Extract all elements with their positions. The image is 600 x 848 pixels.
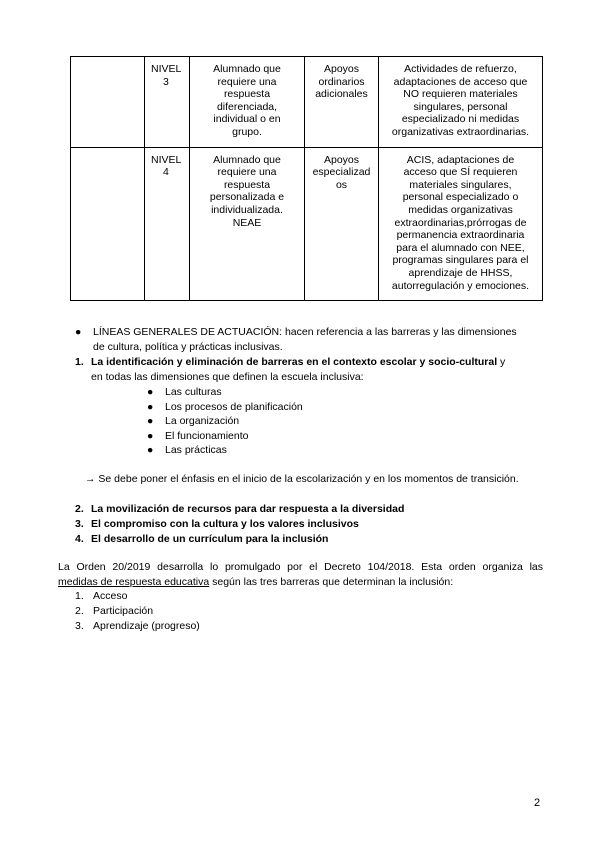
cell-line: 4 xyxy=(163,166,169,179)
cell-line: Apoyos xyxy=(323,153,360,166)
cell-line: permanencia extraordinaria xyxy=(396,229,525,242)
list-item-label: Aprendizaje (progreso) xyxy=(93,620,200,632)
cell-line: NO requieren materiales xyxy=(403,88,518,101)
numbered-item xyxy=(75,355,545,370)
bullet-icon: ● xyxy=(147,400,154,413)
item-number: 2. xyxy=(75,503,84,515)
list-item-label: Los procesos de planificación xyxy=(165,400,303,413)
list-item-label: Las prácticas xyxy=(165,444,227,457)
cell-line: Alumnado que xyxy=(213,153,281,166)
cell-line: NIVEL xyxy=(151,63,182,75)
cell-line: especializado ni medidas xyxy=(401,113,520,126)
students-cell xyxy=(190,57,305,148)
level-cell xyxy=(145,147,190,301)
list-item xyxy=(75,604,200,619)
item-title: El compromiso con la cultura y los valores inclusivos xyxy=(91,518,359,530)
cell-line: adicionales xyxy=(315,88,368,101)
list-item xyxy=(75,619,200,634)
bullet-icon: ● xyxy=(147,415,154,428)
actuacion-section xyxy=(75,325,545,458)
cell-line: individualizada. xyxy=(211,203,283,216)
barriers-list xyxy=(75,589,200,634)
list-item xyxy=(75,589,200,604)
cell-line: requiere una xyxy=(217,75,277,88)
cell-line: programas singulares para el xyxy=(392,254,529,267)
cell-line: Apoyos xyxy=(323,63,360,75)
cell-line: materiales singulares, xyxy=(409,178,512,191)
numbered-item xyxy=(75,502,404,517)
numbered-item xyxy=(75,517,404,532)
list-item-label: Las culturas xyxy=(165,386,222,398)
cell-line: 3 xyxy=(163,75,169,88)
empty-cell xyxy=(71,57,145,148)
list-item-label: La organización xyxy=(165,415,240,428)
cell-line: ACIS, adaptaciones de xyxy=(406,153,515,166)
item-title: La identificación y eliminación de barreras en el contexto escolar y socio-cultural xyxy=(91,356,498,368)
underlined-term: medidas de respuesta educativa xyxy=(58,576,210,588)
cell-line: Actividades de refuerzo, xyxy=(404,63,517,75)
cell-line: acceso que SÍ requieren xyxy=(403,166,518,179)
table-row xyxy=(71,57,543,148)
cell-line: para el alumnado con NEE, xyxy=(396,241,525,254)
bullet-icon: ● xyxy=(75,326,82,338)
paragraph-line xyxy=(58,575,543,590)
cell-line: autorregulación y emociones. xyxy=(391,279,530,292)
students-cell xyxy=(190,147,305,301)
cell-line: requiere una xyxy=(217,166,277,179)
cell-line: ordinarios xyxy=(318,75,365,88)
cell-line: medidas organizativas xyxy=(408,203,513,216)
cell-line: extraordinarias,prórrogas de xyxy=(394,216,527,229)
cell-line: Alumnado que xyxy=(213,63,281,75)
cell-line: os xyxy=(335,178,348,191)
paragraph-line: La Orden 20/2019 desarrolla lo promulgado por el Decreto 104/2018. Esta orden organiza las xyxy=(58,561,543,573)
bullet-icon: ● xyxy=(147,444,154,457)
lineas-line: LÍNEAS GENERALES DE ACTUACIÓN: hacen referencia a las barreras y las dimensiones xyxy=(93,326,517,338)
lineas-bullet-item xyxy=(75,325,545,340)
levels-table xyxy=(70,56,543,301)
item-line: en todas las dimensiones que definen la escuela inclusiva: xyxy=(91,371,364,383)
item-number: 2. xyxy=(75,605,84,617)
cell-line: personal especializado o xyxy=(402,191,519,204)
list-item xyxy=(147,414,545,429)
list-item-label: Acceso xyxy=(93,590,128,602)
list-item-label: Participación xyxy=(93,605,154,617)
cell-line: especializad xyxy=(312,166,371,179)
measures-cell xyxy=(379,57,543,148)
cell-line: respuesta xyxy=(223,178,271,191)
list-item xyxy=(147,400,545,415)
cell-line: NEAE xyxy=(232,216,262,229)
lineas-line: de cultura, política y prácticas inclusivas. xyxy=(93,341,283,353)
measures-cell xyxy=(379,147,543,301)
numbered-list-continued xyxy=(75,502,404,547)
arrow-note: → Se debe poner el énfasis en el inicio de la escolarización y en los momentos de transición. xyxy=(85,473,519,485)
item-number: 1. xyxy=(75,590,84,602)
cell-line: personalizada e xyxy=(209,191,285,204)
list-item xyxy=(147,443,545,458)
paragraph-tail: según las tres barreras que determinan la inclusión: xyxy=(209,576,454,588)
cell-line: diferenciada, xyxy=(216,100,278,113)
dimensions-list xyxy=(147,385,545,458)
level-cell xyxy=(145,57,190,148)
cell-line: adaptaciones de acceso que xyxy=(393,75,528,88)
item-number: 4. xyxy=(75,533,84,545)
item-title: La movilización de recursos para dar respuesta a la diversidad xyxy=(91,503,405,515)
list-item-label: El funcionamiento xyxy=(165,429,249,442)
item-number: 3. xyxy=(75,620,84,632)
cell-line: organizativas extraordinarias. xyxy=(391,125,530,138)
cell-line: aprendizaje de HHSS, xyxy=(408,266,513,279)
page-number: 2 xyxy=(534,797,541,809)
numbered-item xyxy=(75,532,404,547)
support-cell xyxy=(305,57,379,148)
item-tail: y xyxy=(497,356,506,368)
cell-line: individual o en xyxy=(213,113,281,126)
cell-line: respuesta xyxy=(223,88,271,101)
bullet-icon: ● xyxy=(147,429,154,442)
bullet-icon: ● xyxy=(147,386,154,398)
orden-paragraph xyxy=(58,560,543,590)
table-row xyxy=(71,147,543,301)
cell-line: NIVEL xyxy=(151,153,182,166)
list-item xyxy=(147,385,545,400)
item-number: 3. xyxy=(75,518,84,530)
support-cell xyxy=(305,147,379,301)
cell-line: singulares, personal xyxy=(413,100,508,113)
item-number: 1. xyxy=(75,356,84,368)
item-title: El desarrollo de un currículum para la inclusión xyxy=(91,533,329,545)
cell-line: grupo. xyxy=(232,125,262,138)
list-item xyxy=(147,429,545,444)
empty-cell xyxy=(71,147,145,301)
